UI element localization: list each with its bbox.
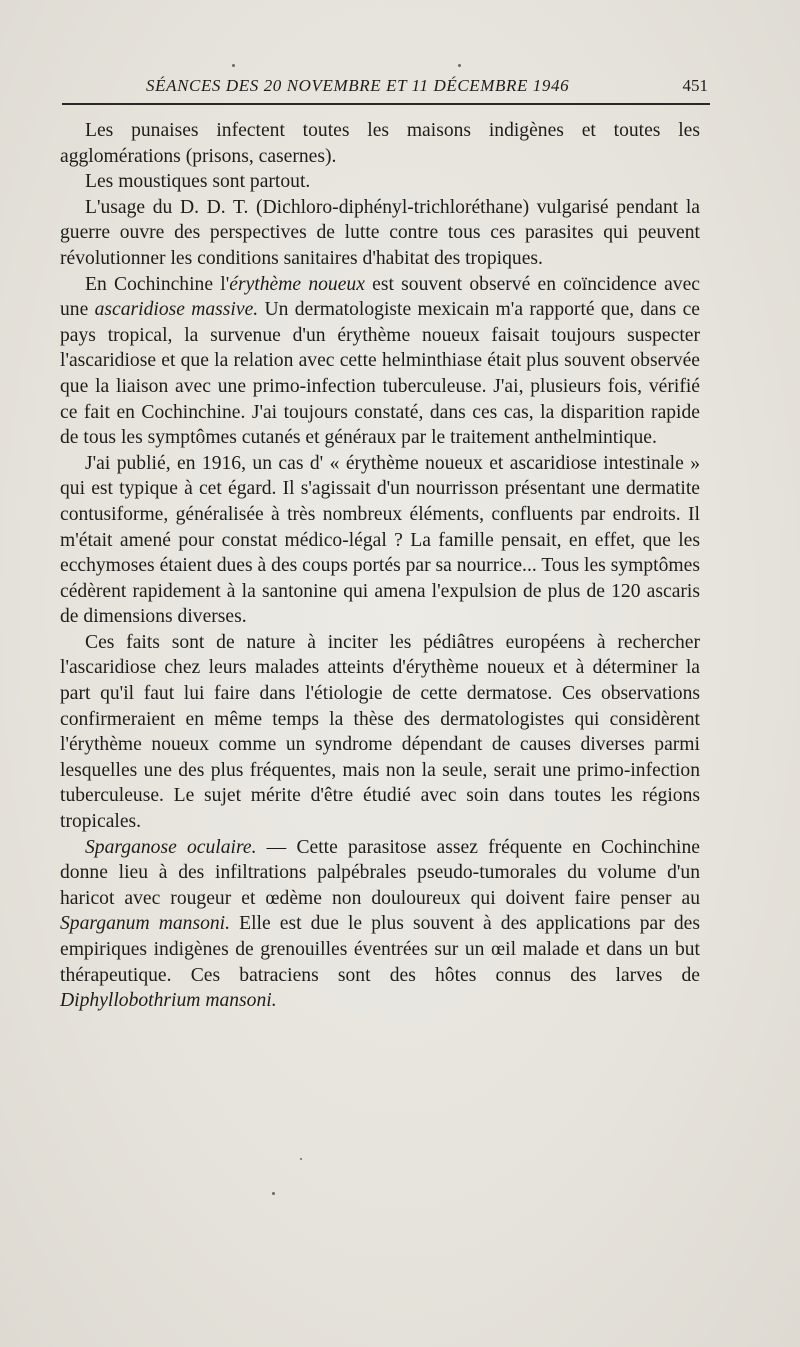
text-segment: — Cette parasitose assez fréquente en Cochinchine donne lieu à des infiltrations palpébrales pseudo-tumorales du volume d'un haricot avec rougeur et œdème non douloureux qui doivent faire penser au [60, 836, 700, 909]
paragraph-p3 [60, 195, 700, 272]
italic-text-segment: ascaridiose massive. [94, 299, 259, 321]
text-segment: Les punaises infectent toutes les maisons indigènes et toutes les agglomérations (prisons, casernes). [60, 120, 700, 167]
italic-text-segment: Sparganose oculaire. [85, 836, 257, 858]
text-segment: Elle est due le plus souvent à des applications par des empiriques indigènes de grenouilles éventrées sur un œil malade et dans un but thérapeutique. Ces batraciens sont des hôtes connus des larves de [60, 913, 700, 986]
paragraph-p2 [60, 169, 700, 195]
italic-text-segment: Diphyllobothrium mansoni. [60, 990, 277, 1012]
text-segment: L'usage du D. D. T. (Dichloro-diphényl-trichloréthane) vulgarisé pendant la guerre ouvre des perspectives de lutte contre tous ces parasites qui peuvent révolutionner les conditions sanitaires d'habitat des tropiques. [60, 196, 700, 269]
paragraph-p7 [60, 835, 700, 1014]
text-segment: En Cochinchine l' [85, 273, 230, 295]
paragraph-p5 [60, 451, 700, 630]
print-speck [272, 1192, 275, 1195]
paragraph-p4 [60, 272, 700, 451]
print-speck [300, 1158, 302, 1160]
print-speck [232, 64, 235, 67]
text-segment: Ces faits sont de nature à inciter les pédiâtres européens à rechercher l'ascaridiose chez leurs malades atteints d'érythème noueux et à déterminer la part qu'il faut lui faire dans l'étiologie de cette dermatose. Ces observations confirmeraient en même temps la thèse des dermatologistes qui considèrent l'érythème noueux comme un syndrome dépendant de causes diverses parmi lesquelles une des plus fréquentes, mais non la seule, serait une primo-infection tuberculeuse. Le sujet mérite d'être étudié avec soin dans toutes les régions tropicales. [60, 631, 700, 833]
italic-text-segment: Sparganum mansoni. [60, 913, 231, 935]
text-segment: Un dermatologiste mexicain m'a rapporté que, dans ce pays tropical, la survenue d'un érythème noueux faisait toujours suspecter l'ascaridiose et que la relation avec cette helminthiase était plus souvent observée que la liaison avec une primo-infection tuberculeuse. J'ai, plusieurs fois, vérifié ce fait en Cochinchine. J'ai toujours constaté, dans ces cas, la disparition rapide de tous les symptômes cutanés et généraux par le traitement anthelmintique. [60, 299, 700, 449]
body-text [60, 118, 700, 1014]
text-segment: Les moustiques sont partout. [85, 171, 311, 193]
text-segment: J'ai publié, en 1916, un cas d' « érythème noueux et ascaridiose intestinale » qui est typique à cet égard. Il s'agissait d'un nourrisson présentant une dermatite contusiforme, généralisée à très nombreux éléments, confluents par endroits. Il m'était amené pour constat médico-légal ? La famille pensait, en effet, que les ecchymoses étaient dues à des coups portés par sa nourrice... Tous les symptômes cédèrent rapidement à la santonine qui amena l'expulsion de plus de 120 ascaris de dimensions diverses. [60, 452, 700, 628]
text-segment: est souvent observé en coïncidence avec une [60, 273, 700, 321]
print-speck [458, 64, 461, 67]
page-number: 451 [682, 76, 708, 95]
italic-text-segment: érythème noueux [229, 273, 365, 295]
paragraph-p6 [60, 630, 700, 835]
running-title: SÉANCES DES 20 NOVEMBRE ET 11 DÉCEMBRE 1946 [146, 76, 570, 95]
page-header [140, 76, 710, 100]
header-rule [62, 103, 710, 105]
paragraph-p1 [60, 118, 700, 169]
